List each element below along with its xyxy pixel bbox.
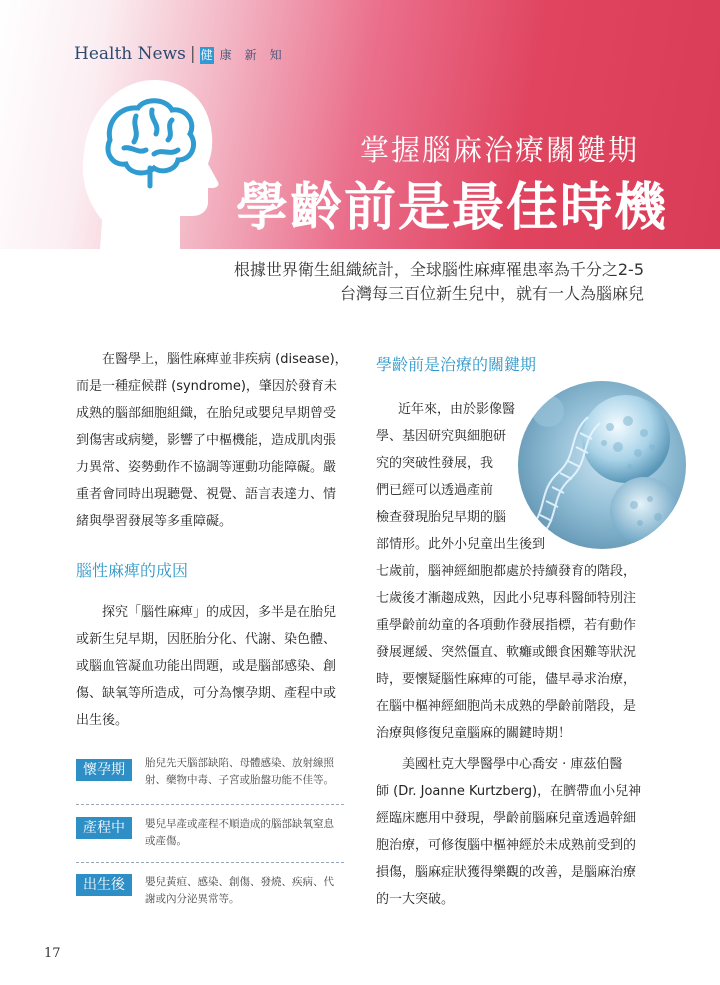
text-line: 而是一種症候群 (syndrome)，肇因於發育未 [76,379,337,394]
text-line: 重學齡前幼童的各項動作發展指標，若有動作 [376,618,637,633]
key-period-paragraph [376,396,546,558]
brand-section: 康新知 [219,48,295,62]
text-line: 緒與學習發展等多重障礙。 [76,514,233,529]
text-line: 師 (Dr. Joanne Kurtzberg)，在臍帶血小兒神 [376,784,642,799]
text-line: 近年來，由於影像醫 [398,402,516,417]
text-line: 出生後。 [76,713,129,728]
text-line: 射、藥物中毒、子宮或胎盤功能不佳等。 [145,774,334,786]
text-line: 或腦血管凝血功能出問題，或是腦部感染、創 [76,659,337,674]
text-line: 損傷，腦麻症狀獲得樂觀的改善，是腦麻治療 [376,865,637,880]
text-line: 美國杜克大學醫學中心喬安 · 庫茲伯醫 [402,757,623,772]
text-line: 或產傷。 [145,835,187,847]
text-line: 們已經可以透過產前 [376,483,494,498]
text-line: 經臨床應用中發現，學齡前腦麻兒童透過幹細 [376,811,637,826]
text-line: 重者會同時出現聽覺、視覺、語言表達力、情 [76,487,337,502]
text-line: 部情形。此外小兒童出生後到 [376,537,546,552]
dashed-divider [76,862,344,863]
hero-banner [0,0,720,249]
title-line-1: 掌握腦麻治療關鍵期 [360,133,640,167]
after-birth-description [145,874,353,908]
text-line: 在醫學上，腦性麻痺並非疾病 (disease)， [102,352,348,367]
text-line: 的一大突破。 [376,892,455,907]
text-line: 學、基因研究與細胞研 [376,429,507,444]
text-line: 究的突破性發展，我 [376,456,494,471]
text-line: 發展遲緩、突然僵直、軟癱或餵食困難等狀況 [376,645,637,660]
text-line: 胎兒先天腦部缺陷、母體感染、放射線照 [145,757,334,769]
cells-icon [518,381,686,549]
title-line-2: 學齡前是最佳時機 [236,178,669,238]
text-line: 嬰兒黃疸、感染、創傷、發燒、疾病、代 [145,876,334,888]
text-line: 到傷害或病變，影響了中樞機能，造成肌肉張 [76,433,337,448]
text-line: 傷、缺氧等所造成，可分為懷孕期、產程中或 [76,686,337,701]
research-paragraph [376,751,648,913]
brand-name: Health News [74,44,186,64]
text-line: 在腦中樞神經細胞尚未成熟的學齡前階段，是 [376,699,637,714]
intro-paragraph [76,346,348,535]
text-line: 謝或內分泌異常等。 [145,893,240,905]
text-line: 嬰兒早產或產程不順造成的腦部缺氧窒息 [145,818,334,830]
heading-causes: 腦性麻痺的成因 [76,561,189,580]
page-number: 17 [44,946,61,961]
subtitle-line-2: 台灣每三百位新生兒中，就有一人為腦麻兒 [339,284,644,303]
magazine-brand [74,44,295,64]
heading-key-period: 學齡前是治療的關鍵期 [376,355,537,374]
text-line: 七歲後才漸趨成熟，因此小兒專科醫師特別注 [376,591,637,606]
text-line: 探究「腦性麻痺」的成因，多半是在胎兒 [102,605,337,620]
tag-delivery: 產程中 [76,817,132,839]
text-line: 力異常、姿勢動作不協調等運動功能障礙。嚴 [76,460,337,475]
tag-pregnancy: 懷孕期 [76,759,132,781]
text-line: 時，要懷疑腦性麻痺的可能，儘早尋求治療， [376,672,637,687]
text-line: 或新生兒早期，因胚胎分化、代謝、染色體、 [76,632,337,647]
tag-after-birth: 出生後 [76,874,132,896]
brand-divider: | [189,44,196,64]
text-line: 成熟的腦部細胞組織，在胎兒或嬰兒早期曾受 [76,406,337,421]
delivery-description [145,816,353,850]
causes-paragraph [76,599,348,734]
dashed-divider [76,804,344,805]
text-line: 七歲前，腦神經細胞都處於持續發育的階段， [376,564,637,579]
subtitle-line-1: 根據世界衛生組織統計，全球腦性麻痺罹患率為千分之2-5 [233,260,644,279]
key-period-paragraph-continued [376,558,648,747]
pregnancy-description [145,755,353,789]
text-line: 胞治療，可修復腦中樞神經於未成熟前受到的 [376,838,637,853]
text-line: 治療與修復兒童腦麻的關鍵時期！ [376,726,572,741]
cell-dna-illustration [518,381,686,549]
brand-badge: 健 [200,48,213,62]
text-line: 檢查發現胎兒早期的腦 [376,510,507,525]
head-silhouette-icon [80,70,220,249]
